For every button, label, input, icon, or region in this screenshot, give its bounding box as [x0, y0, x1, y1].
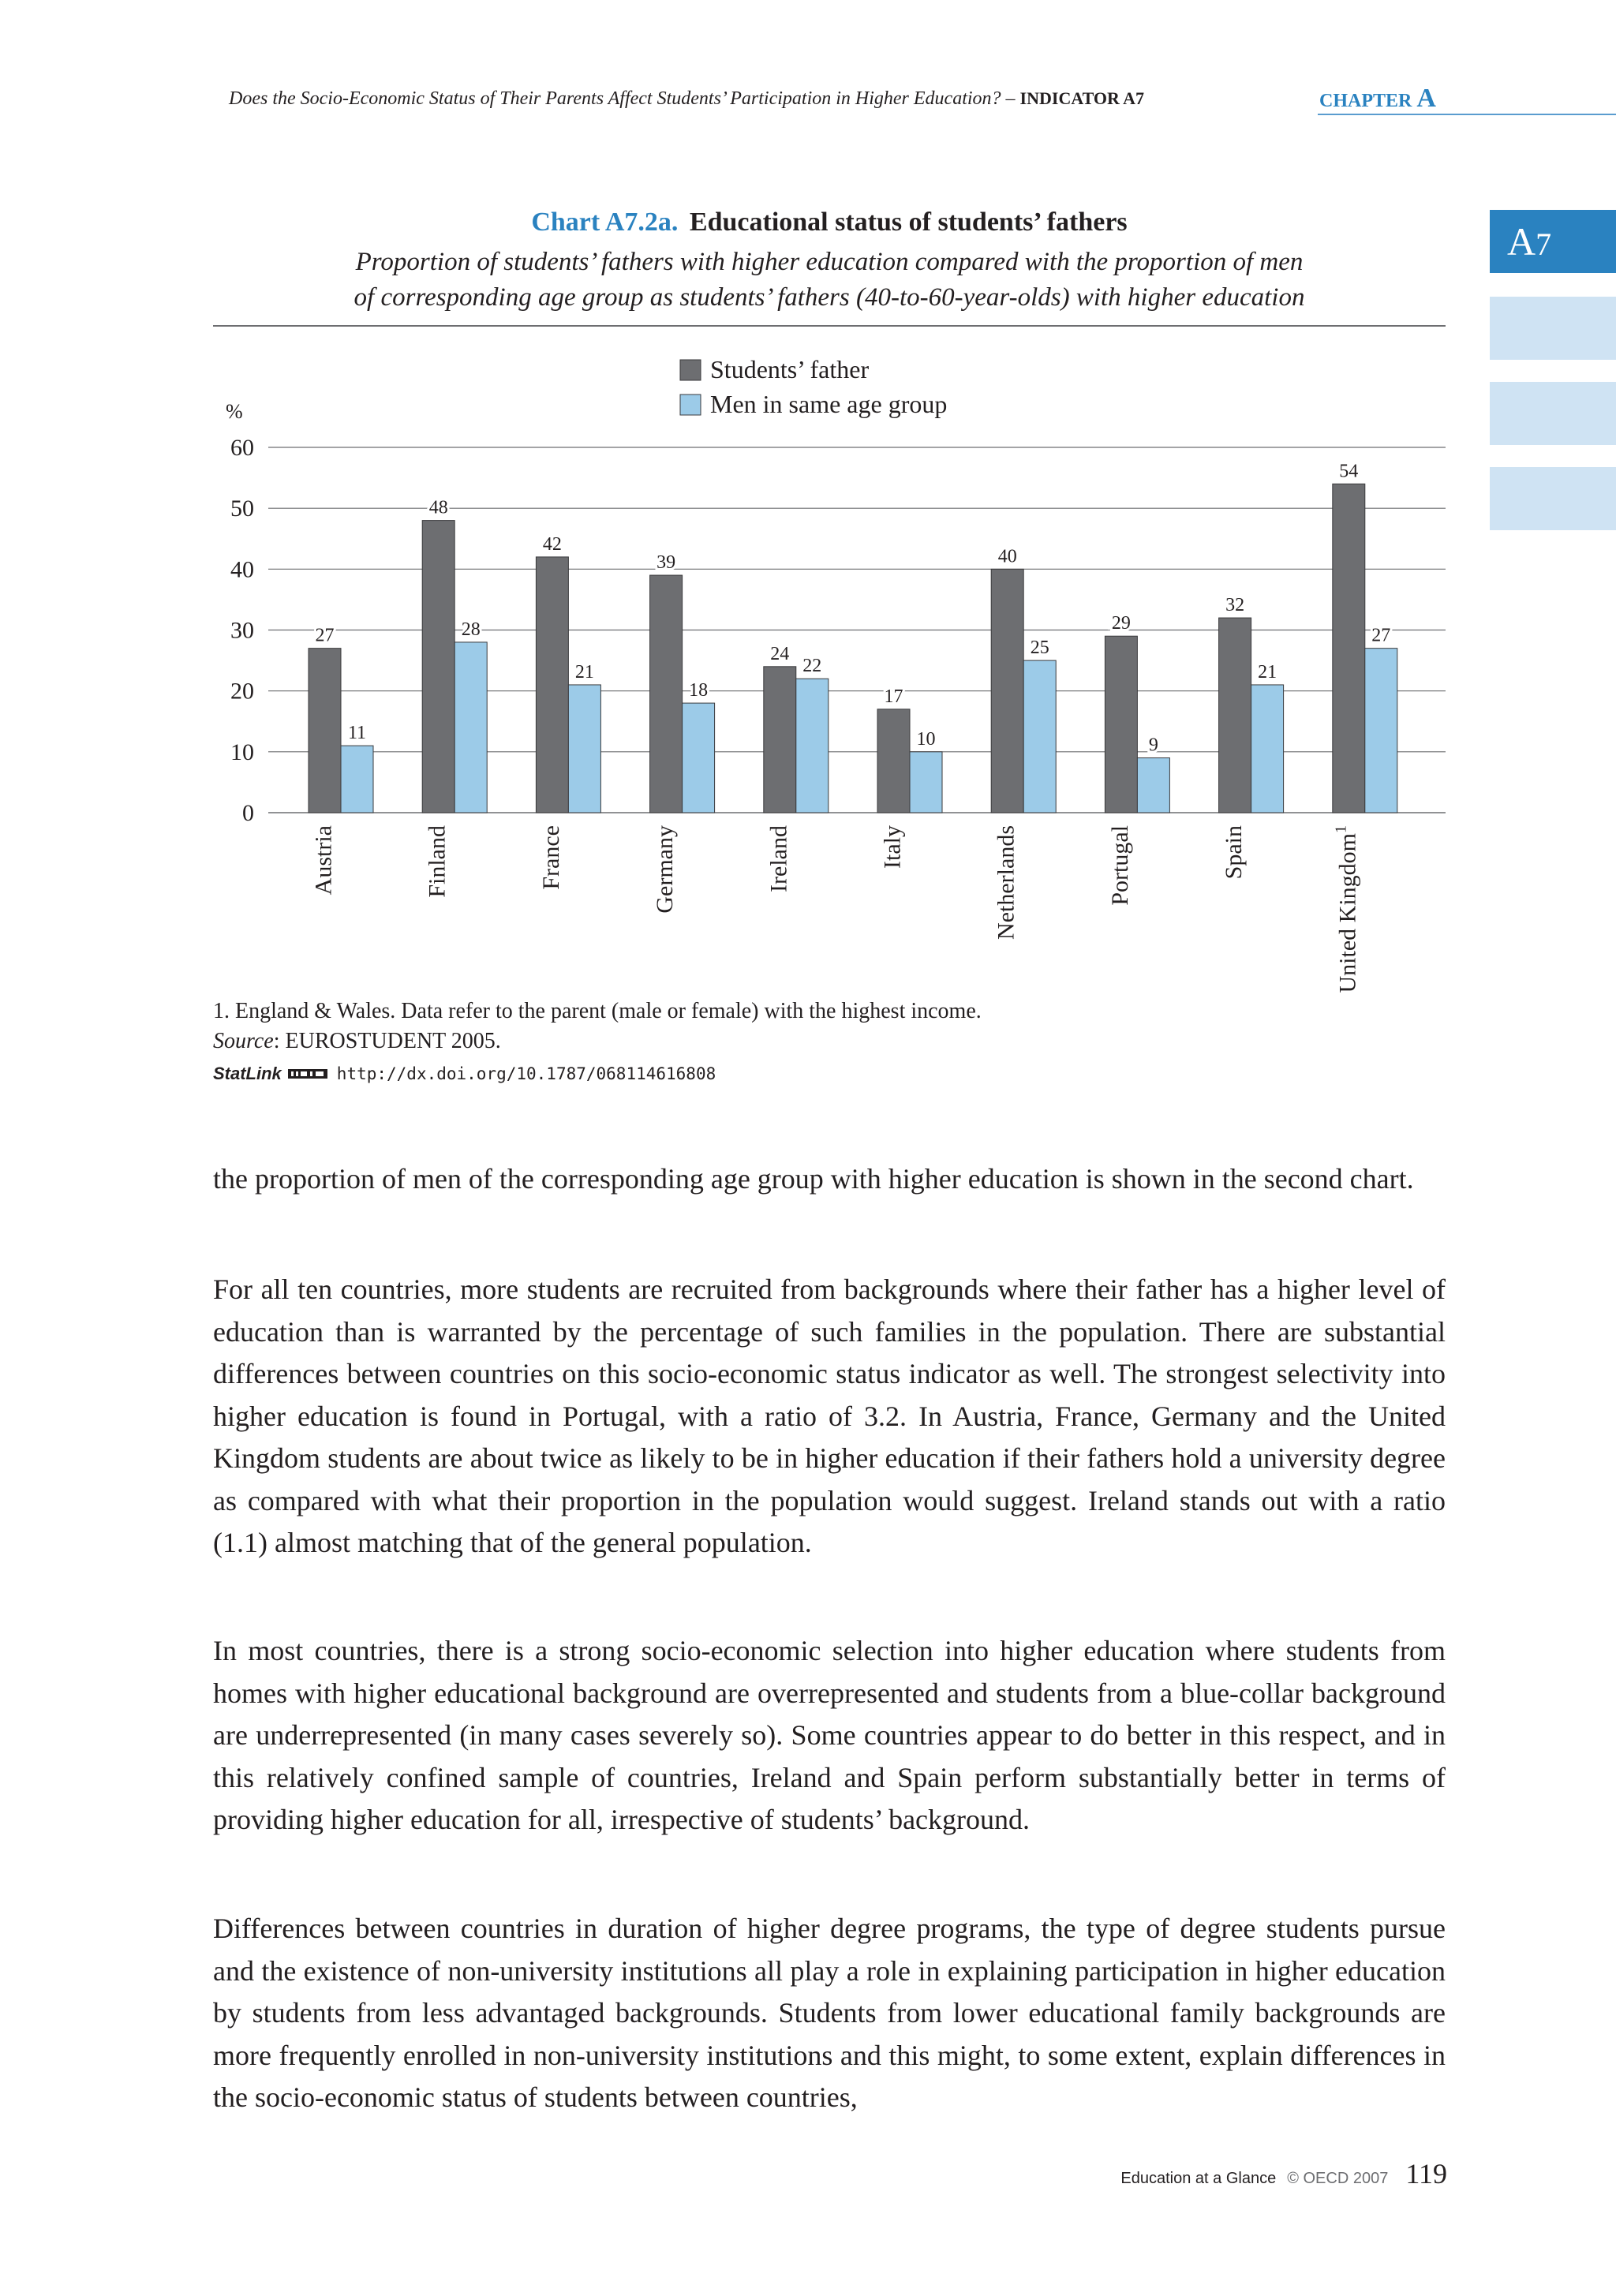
paragraph-1: the proportion of men of the corresponding age group with higher education is shown in the second chart. — [213, 1163, 1414, 1195]
y-tick-label: 30 — [230, 617, 254, 644]
legend-label: Men in same age group — [710, 390, 948, 418]
data-label: 25 — [1030, 638, 1049, 659]
paragraph-4: Differences between countries in duration of higher degree programs, the type of degree students pursue and the existence of non-university institutions all play a role in explaining participation in higher education by students from less advantaged backgrounds. Students from lower educational family backgrounds are more frequently enrolled in non-university institutions and this might, to some extent, explain differences in the socio-economic status of students between countries, — [213, 1913, 1446, 2113]
data-label: 29 — [1111, 613, 1131, 634]
legend-label: Students’ father — [710, 355, 870, 383]
data-label: 54 — [1339, 461, 1359, 482]
bar-men-same-age — [796, 679, 829, 813]
data-label: 42 — [542, 533, 562, 555]
bar-men-same-age — [1023, 660, 1056, 813]
data-label: 17 — [884, 686, 903, 707]
y-axis-unit-label: % — [226, 400, 243, 423]
category-name: United Kingdom — [1334, 833, 1361, 993]
bar-students-father — [422, 521, 454, 813]
footer-copyright: © OECD 2007 — [1287, 2170, 1389, 2187]
data-label: 24 — [770, 643, 790, 664]
x-category-label — [652, 825, 678, 914]
data-label: 28 — [461, 619, 481, 640]
chart-footnote-1: 1. England & Wales. Data refer to the parent (male or female) with the highest income. — [213, 999, 982, 1023]
category-name: France — [537, 825, 564, 890]
data-label: 11 — [347, 723, 367, 744]
x-category-label — [1107, 825, 1133, 906]
bar-men-same-age — [1365, 649, 1397, 813]
paragraph-3: In most countries, there is a strong socio-economic selection into higher education where students from homes with higher educational background are overrepresented and students from a blue-collar background are underrepresented (in many cases severely so). Some countries appear to do better in this respect, and in this relatively confined sample of countries, Ireland and Spain perform substantially better in terms of providing higher education for all, irrespective of students’ background. — [213, 1635, 1446, 1835]
statlink[interactable] — [213, 1064, 716, 1084]
legend-swatch — [680, 395, 701, 415]
x-category-label — [880, 825, 906, 869]
bar-chart — [0, 0, 1616, 1041]
page-footer — [1089, 2157, 1447, 2190]
y-tick-label: 20 — [230, 678, 254, 705]
category-name: Germany — [652, 825, 679, 914]
x-category-label — [1221, 825, 1247, 879]
bar-men-same-age — [454, 642, 487, 813]
chart-subtitle-line2: of corresponding age group as students’ fathers (40-to-60-year-olds) with higher education — [354, 283, 1305, 312]
data-label: 21 — [574, 661, 594, 682]
chart-subtitle-line1: Proportion of students’ fathers with higher education compared with the proportion of men — [355, 248, 1304, 276]
bar-men-same-age — [341, 746, 373, 813]
bar-students-father — [991, 569, 1023, 813]
tab-letter: A — [1507, 219, 1536, 264]
data-label: 22 — [802, 656, 822, 677]
data-label: 9 — [1148, 735, 1158, 756]
indicator-label: INDICATOR A7 — [1019, 88, 1145, 108]
data-label: 18 — [689, 680, 709, 701]
bar-students-father — [1219, 618, 1251, 813]
y-tick-label: 0 — [242, 800, 254, 826]
bar-students-father — [536, 557, 568, 813]
bar-students-father — [309, 649, 341, 813]
x-category-label — [765, 825, 791, 892]
bar-students-father — [877, 709, 910, 813]
statlink-url[interactable]: http://dx.doi.org/10.1787/068114616808 — [336, 1064, 716, 1083]
x-category-label — [311, 825, 337, 895]
footer-publication: Education at a Glance — [1120, 2170, 1277, 2187]
y-tick-label: 10 — [230, 739, 254, 765]
bar-students-father — [1105, 636, 1137, 813]
data-label: 27 — [315, 625, 335, 646]
data-label: 21 — [1258, 661, 1277, 682]
data-label: 40 — [997, 546, 1017, 567]
statlink-brand: StatLink — [213, 1064, 282, 1083]
chart-label: Chart A7.2a. — [531, 208, 679, 237]
data-label: 32 — [1225, 595, 1245, 616]
x-category-label — [538, 825, 564, 890]
bar-men-same-age — [568, 685, 600, 813]
chart-name: Educational status of students’ fathers — [689, 208, 1128, 237]
bar-students-father — [764, 667, 796, 813]
x-category-label — [425, 825, 451, 898]
category-name: Spain — [1221, 825, 1248, 880]
bar-men-same-age — [910, 752, 942, 813]
data-label: 48 — [428, 497, 448, 518]
category-superscript: 1 — [1332, 825, 1350, 833]
category-name: Portugal — [1106, 825, 1133, 906]
data-label: 39 — [656, 552, 676, 574]
category-name: Ireland — [765, 825, 792, 892]
bar-students-father — [650, 575, 683, 813]
chapter-word: CHAPTER — [1319, 91, 1412, 111]
statlink-logo-icon — [288, 1067, 329, 1081]
bar-men-same-age — [1137, 758, 1169, 813]
bar-students-father — [1333, 484, 1365, 813]
source-text: : EUROSTUDENT 2005. — [273, 1029, 501, 1053]
category-name: Austria — [310, 825, 337, 896]
chart-source — [213, 1029, 501, 1054]
bar-men-same-age — [1251, 685, 1284, 813]
category-name: Finland — [424, 825, 451, 898]
y-tick-label: 60 — [230, 435, 254, 461]
source-label: Source — [213, 1029, 274, 1053]
chapter-letter: A — [1416, 84, 1436, 113]
bar-men-same-age — [683, 703, 715, 813]
y-tick-label: 50 — [230, 495, 254, 522]
tab-number: 7 — [1536, 226, 1552, 262]
category-name: Italy — [879, 825, 906, 869]
page-number: 119 — [1405, 2158, 1447, 2189]
x-category-label — [1332, 825, 1360, 993]
running-header-text: Does the Socio-Economic Status of Their Parents Affect Students’ Participation in Higher Education? – — [229, 88, 1016, 109]
paragraph-2: For all ten countries, more students are recruited from backgrounds where their father has a higher level of education than is warranted by the percentage of such families in the population. There are substantial differences between countries on this socio-economic status indicator as well. The strongest selectivity into higher education is found in Portugal, with a ratio of 3.2. In Austria, France, Germany and the United Kingdom students are about twice as likely to be in higher education if their fathers hold a university degree as compared with what their proportion in the population would suggest. Ireland stands out with a ratio (1.1) almost matching that of the general population. — [213, 1273, 1446, 1558]
legend-swatch — [680, 360, 701, 380]
data-label: 10 — [916, 728, 936, 750]
data-label: 27 — [1371, 625, 1391, 646]
category-name: Netherlands — [993, 825, 1019, 940]
y-tick-label: 40 — [230, 556, 254, 583]
x-category-label — [993, 825, 1019, 940]
